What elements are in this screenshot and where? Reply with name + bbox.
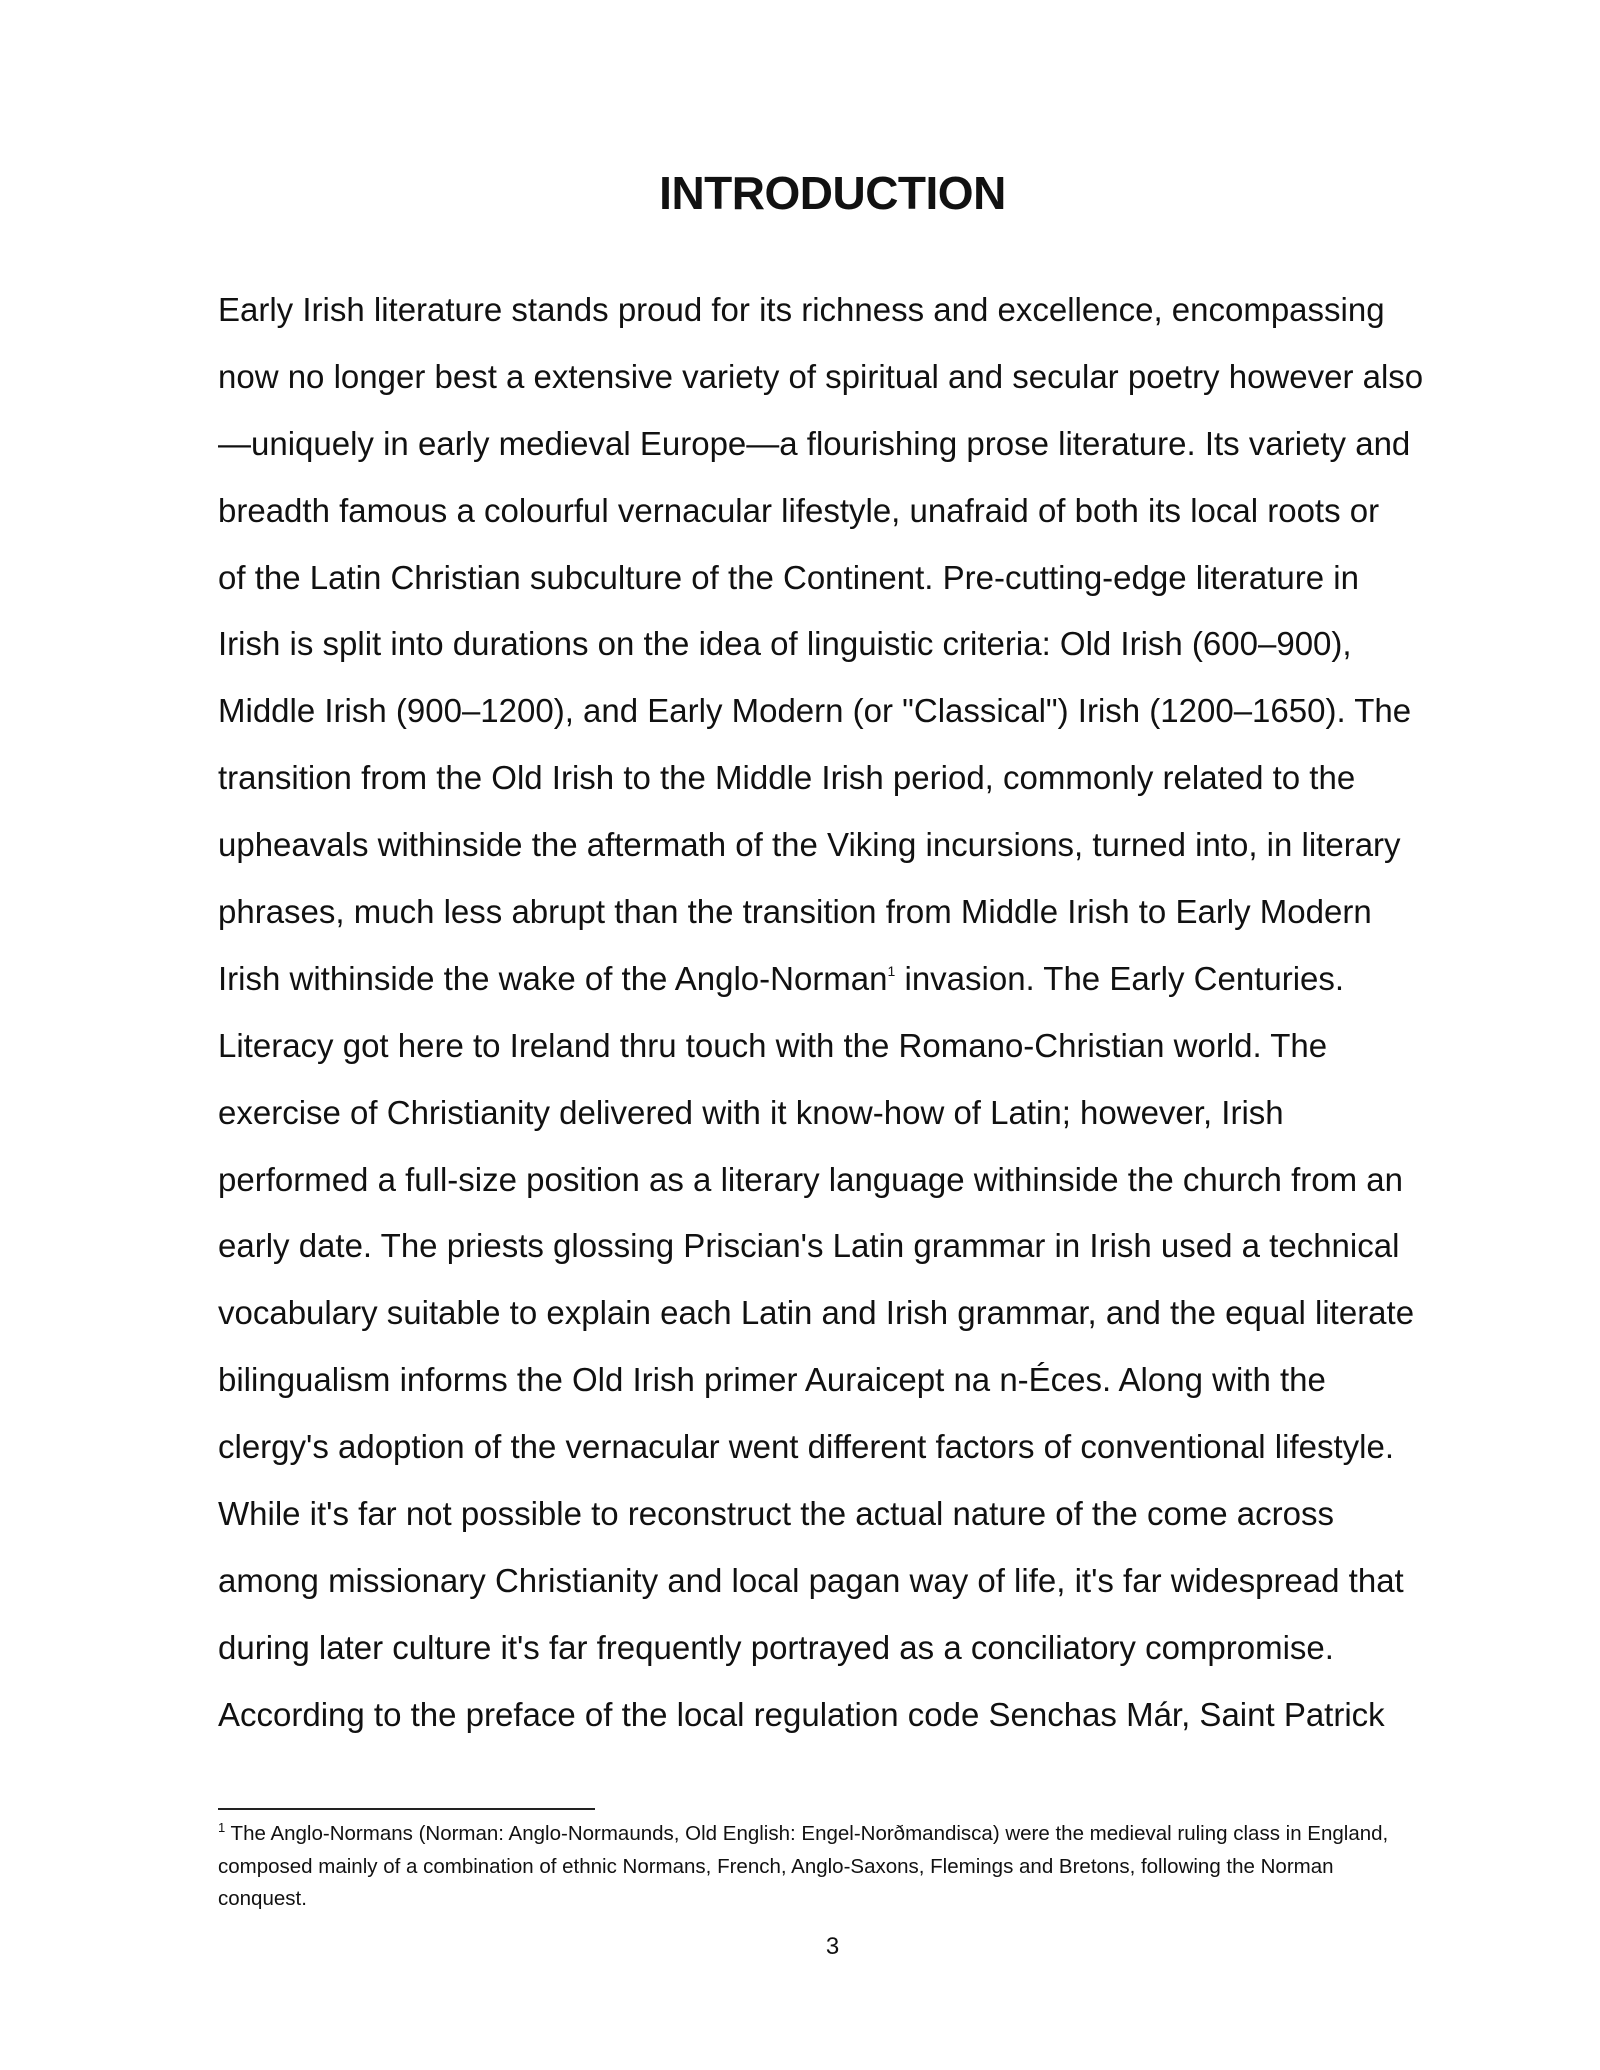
body-line: Irish is split into durations on the idea of linguistic criteria: Old Irish (600–900), [218,625,1352,663]
body-line: among missionary Christianity and local pagan way of life, it's far widespread that [218,1561,1404,1599]
body-line: breadth famous a colourful vernacular lifestyle, unafraid of both its local roots or [218,491,1380,529]
body-line-segment: Irish withinside the wake of the Anglo-Norman [218,959,888,997]
footnote-mark: 1 [218,1820,226,1835]
footnote-reference[interactable]: 1 [887,962,896,979]
body-line: clergy's adoption of the vernacular went different factors of conventional lifestyle. [218,1428,1395,1466]
footnote [218,1818,1498,1916]
body-line: Middle Irish (900–1200), and Early Modern (or "Classical") Irish (1200–1650). The [218,692,1412,730]
body-line: bilingualism informs the Old Irish primer Auraicept na n-Éces. Along with the [218,1361,1326,1399]
body-line: performed a full-size position as a literary language withinside the church from an [218,1160,1403,1198]
page-number: 3 [825,1933,840,1960]
footnote-text: The Anglo-Normans (Norman: Anglo-Normaunds, Old English: Engel-Norðmandisca) were the medieval ruling class in England, [225,1822,1389,1845]
body-line: phrases, much less abrupt than the transition from Middle Irish to Early Modern [218,893,1372,931]
body-line: —uniquely in early medieval Europe—a flourishing prose literature. Its variety and [218,424,1411,462]
footnote-line: conquest. [218,1887,307,1910]
body-line: Early Irish literature stands proud for its richness and excellence, encompassing [218,291,1385,328]
footnote-separator [218,1808,595,1810]
body-line: Literacy got here to Ireland thru touch with the Romano-Christian world. The [218,1026,1328,1064]
page-title: INTRODUCTION [659,167,1006,219]
body-line: upheavals withinside the aftermath of the Viking incursions, turned into, in literary [218,826,1401,864]
body-line: now no longer best a extensive variety of spiritual and secular poetry however also [218,357,1424,395]
footnote-line: composed mainly of a combination of ethnic Normans, French, Anglo-Saxons, Flemings and Bretons, following the Norman [218,1854,1334,1878]
body-line: While it's far not possible to reconstruct the actual nature of the come across [218,1495,1335,1533]
body-line-with-footnote-ref [218,946,1478,1013]
footnote-line [218,1818,1498,1851]
body-line-segment: invasion. The Early Centuries. [895,959,1345,997]
body-line: vocabulary suitable to explain each Latin and Irish grammar, and the equal literate [218,1294,1415,1332]
body-line: exercise of Christianity delivered with it know-how of Latin; however, Irish [218,1093,1284,1131]
body-line: of the Latin Christian subculture of the Continent. Pre-cutting-edge literature in [218,558,1359,596]
body-line: transition from the Old Irish to the Middle Irish period, commonly related to the [218,759,1356,797]
body-line: According to the preface of the local regulation code Senchas Már, Saint Patrick [218,1695,1385,1733]
body-line: during later culture it's far frequently portrayed as a conciliatory compromise. [218,1628,1334,1666]
body-text [218,277,1478,1749]
body-line: early date. The priests glossing Priscian's Latin grammar in Irish used a technical [218,1227,1400,1265]
